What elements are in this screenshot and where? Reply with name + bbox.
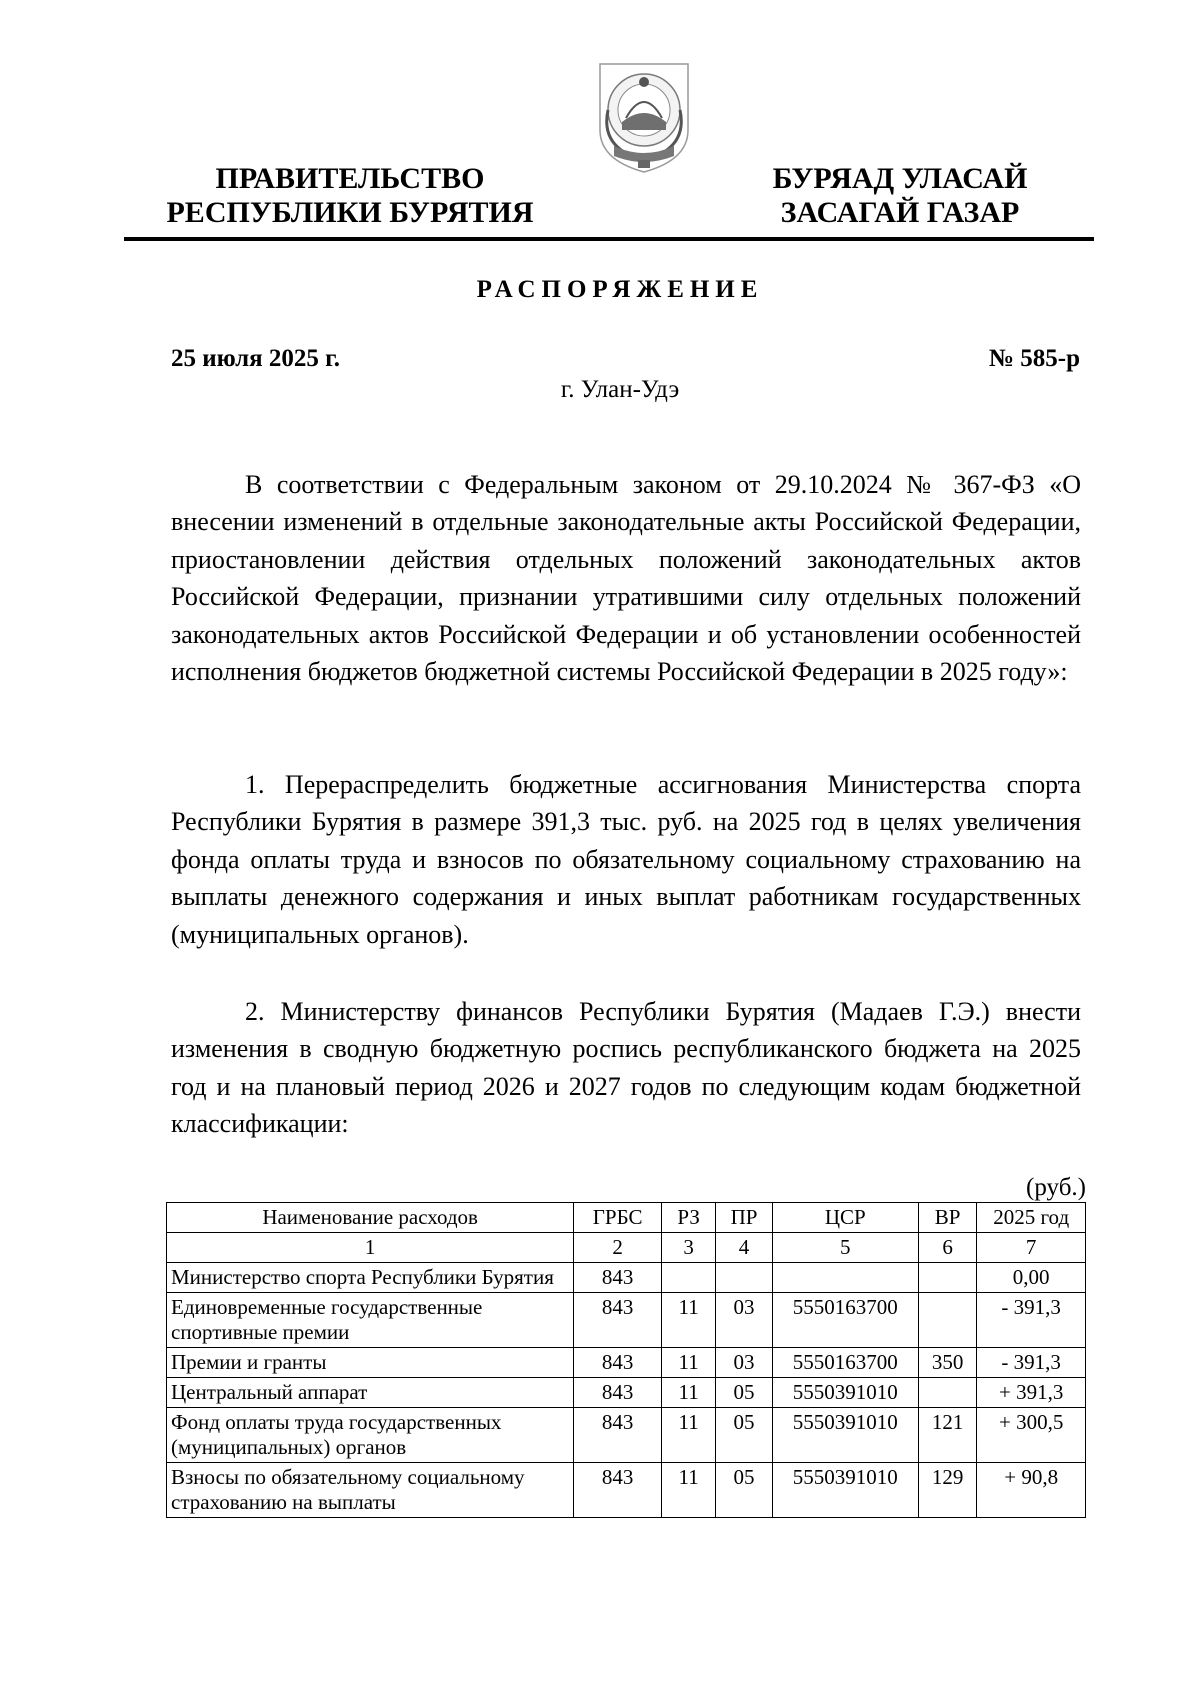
row-grbs: 843 — [574, 1408, 662, 1463]
table-row — [167, 1263, 1086, 1293]
row-amount: - 391,3 — [977, 1348, 1086, 1378]
row-rz — [662, 1263, 716, 1293]
table-row — [167, 1463, 1086, 1518]
row-rz: 11 — [662, 1463, 716, 1518]
column-header-rz: РЗ — [662, 1203, 716, 1233]
document-title: РАСПОРЯЖЕНИЕ — [476, 276, 764, 303]
row-grbs: 843 — [574, 1463, 662, 1518]
document-date: 25 июля 2025 г. — [171, 345, 340, 372]
column-number: 2 — [574, 1233, 662, 1263]
table-unit-label: (руб.) — [1026, 1174, 1086, 1201]
row-vr: 350 — [918, 1348, 976, 1378]
government-name-buryat — [720, 162, 1080, 230]
column-header-name: Наименование расходов — [167, 1203, 574, 1233]
row-name: Фонд оплаты труда государственных (муниципальных) органов — [167, 1408, 574, 1463]
column-header-grbs: ГРБС — [574, 1203, 662, 1233]
row-grbs: 843 — [574, 1378, 662, 1408]
column-number: 7 — [977, 1233, 1086, 1263]
coat-of-arms-emblem — [594, 60, 694, 176]
row-amount: + 90,8 — [977, 1463, 1086, 1518]
row-vr: 121 — [918, 1408, 976, 1463]
row-pr: 03 — [716, 1293, 772, 1348]
row-rz: 11 — [662, 1408, 716, 1463]
government-name-buryat-line-1: БУРЯАД УЛАСАЙ — [772, 162, 1028, 195]
budget-classification-table — [166, 1202, 1086, 1518]
table-row — [167, 1348, 1086, 1378]
row-pr — [716, 1263, 772, 1293]
column-number: 5 — [772, 1233, 918, 1263]
government-name-russian — [150, 162, 550, 230]
column-header-vr: ВР — [918, 1203, 976, 1233]
row-vr — [918, 1378, 976, 1408]
document-city: г. Улан-Удэ — [560, 376, 680, 403]
row-csr: 5550391010 — [772, 1408, 918, 1463]
item-1-paragraph: 1. Перераспределить бюджетные ассигнования Министерства спорта Республики Бурятия в размере 391,3 тыс. руб. на 2025 год в целях увеличения фонда оплаты труда и взносов по обязательному социальному страхованию на выплаты денежного содержания и иных выплат работникам государственных (муниципальных органов). — [171, 770, 1081, 949]
row-name: Премии и гранты — [167, 1348, 574, 1378]
column-header-csr: ЦСР — [772, 1203, 918, 1233]
header-divider — [124, 237, 1094, 241]
row-vr — [918, 1293, 976, 1348]
row-name: Единовременные государственные спортивные премии — [167, 1293, 574, 1348]
row-vr: 129 — [918, 1463, 976, 1518]
government-name-line-2: РЕСПУБЛИКИ БУРЯТИЯ — [166, 196, 534, 229]
row-pr: 03 — [716, 1348, 772, 1378]
column-number: 6 — [918, 1233, 976, 1263]
table-column-number-row — [167, 1233, 1086, 1263]
table-row — [167, 1378, 1086, 1408]
row-name: Центральный аппарат — [167, 1378, 574, 1408]
row-amount: 0,00 — [977, 1263, 1086, 1293]
table-row — [167, 1293, 1086, 1348]
row-grbs: 843 — [574, 1293, 662, 1348]
row-amount: + 391,3 — [977, 1378, 1086, 1408]
column-number: 1 — [167, 1233, 574, 1263]
row-rz: 11 — [662, 1293, 716, 1348]
document-number: № 585-р — [988, 345, 1080, 372]
row-amount: - 391,3 — [977, 1293, 1086, 1348]
row-csr — [772, 1263, 918, 1293]
item-2-paragraph: 2. Министерству финансов Республики Бурятия (Мадаев Г.Э.) внести изменения в сводную бюджетную роспись республиканского бюджета на 2025 год и на плановый период 2026 и 2027 годов по следующим кодам бюджетной классификации: — [171, 997, 1081, 1139]
row-grbs: 843 — [574, 1348, 662, 1378]
row-vr — [918, 1263, 976, 1293]
column-header-pr: ПР — [716, 1203, 772, 1233]
row-rz: 11 — [662, 1378, 716, 1408]
column-number: 4 — [716, 1233, 772, 1263]
column-number: 3 — [662, 1233, 716, 1263]
row-name: Министерство спорта Республики Бурятия — [167, 1263, 574, 1293]
row-csr: 5550163700 — [772, 1348, 918, 1378]
row-pr: 05 — [716, 1463, 772, 1518]
preamble-paragraph: В соответствии с Федеральным законом от 29.10.2024 № 367-ФЗ «О внесении изменений в отдельные законодательные акты Российской Федерации, приостановлении действия отдельных положений законодательных актов Российской Федерации, признании утратившими силу отдельных положений законодательных актов Российской Федерации и об установлении особенностей исполнения бюджетов бюджетной системы Российской Федерации в 2025 году»: — [171, 470, 1081, 687]
column-header-amount: 2025 год — [977, 1203, 1086, 1233]
government-name-line-1: ПРАВИТЕЛЬСТВО — [215, 162, 485, 195]
row-pr: 05 — [716, 1378, 772, 1408]
row-pr: 05 — [716, 1408, 772, 1463]
row-grbs: 843 — [574, 1263, 662, 1293]
row-rz: 11 — [662, 1348, 716, 1378]
row-amount: + 300,5 — [977, 1408, 1086, 1463]
row-csr: 5550391010 — [772, 1378, 918, 1408]
table-header-row — [167, 1203, 1086, 1233]
table-row — [167, 1408, 1086, 1463]
row-csr: 5550391010 — [772, 1463, 918, 1518]
government-name-buryat-line-2: ЗАСАГАЙ ГАЗАР — [780, 196, 1020, 229]
row-csr: 5550163700 — [772, 1293, 918, 1348]
row-name: Взносы по обязательному социальному страхованию на выплаты — [167, 1463, 574, 1518]
